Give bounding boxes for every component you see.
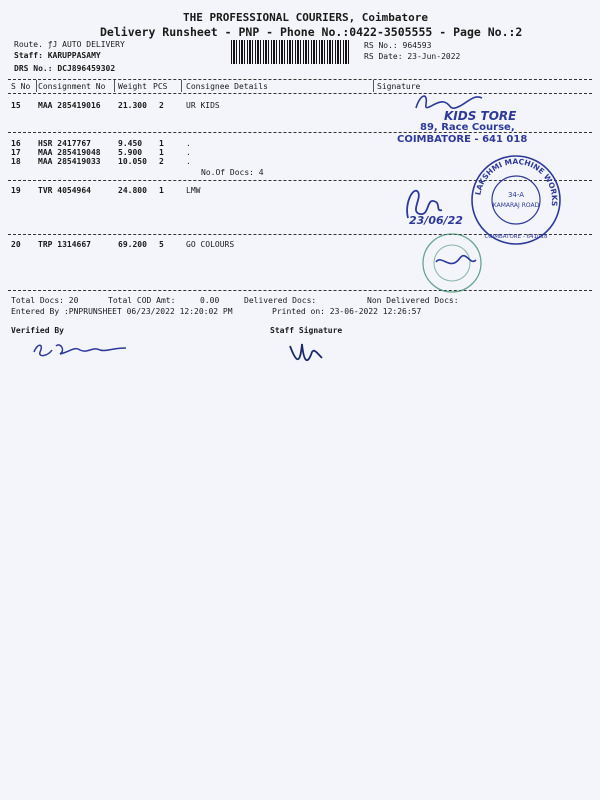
seal-inner-line2: KAMARAJ ROAD — [492, 202, 540, 209]
total-docs: Total Docs: 20 — [11, 296, 79, 305]
row-weight: 21.300 — [118, 101, 147, 110]
row-consignment: HSR 2417767 — [38, 139, 91, 148]
row-pcs: 1 — [159, 148, 164, 157]
non-delivered-docs: Non Delivered Docs: — [367, 296, 459, 305]
barcode — [231, 40, 351, 64]
divider — [8, 290, 592, 291]
row-sno: 19 — [11, 186, 21, 195]
total-cod-label: Total COD Amt: — [108, 296, 176, 305]
row-pcs: 2 — [159, 101, 164, 110]
seal-ring-text: LAKSHMI MACHINE WORKS — [473, 156, 560, 207]
row-pcs: 2 — [159, 157, 164, 166]
col-header-signature: Signature — [377, 82, 421, 91]
runsheet-subtitle: Delivery Runsheet - PNP - Phone No.:0422-3505555 - Page No.:2 — [100, 25, 523, 39]
col-sep — [36, 80, 37, 92]
row-sno: 16 — [11, 139, 21, 148]
col-sep — [181, 80, 182, 92]
row-weight: 5.900 — [118, 148, 143, 157]
row-consignee: GO COLOURS — [186, 240, 235, 249]
staff-signature-icon — [286, 338, 326, 368]
row-weight: 10.050 — [118, 157, 147, 166]
divider — [8, 79, 592, 80]
company-title: THE PROFESSIONAL COURIERS, Coimbatore — [183, 11, 429, 24]
row-sno: 20 — [11, 240, 21, 249]
rs-date: RS Date: 23-Jun-2022 — [364, 52, 461, 61]
total-cod-value: 0.00 — [200, 296, 220, 305]
row-consignment: MAA 285419016 — [38, 101, 101, 110]
svg-text:LAKSHMI MACHINE WORKS — [473, 157, 559, 207]
row-consignee: . — [186, 148, 191, 157]
row-sno: 17 — [11, 148, 21, 157]
row-pcs: 5 — [159, 240, 164, 249]
row-consignment: MAA 285419048 — [38, 148, 101, 157]
printed-on: Printed on: 23-06-2022 12:26:57 — [272, 307, 422, 316]
rs-number: RS No.: 964593 — [364, 41, 432, 50]
row-sno: 18 — [11, 157, 21, 166]
handwritten-date: 23/06/22 — [409, 214, 463, 227]
store-stamp-city: COIMBATORE - 641 018 — [397, 134, 528, 145]
store-stamp-address: 89, Race Course, — [420, 122, 515, 133]
col-sep — [114, 80, 115, 92]
staff-signature-label: Staff Signature — [270, 326, 343, 335]
verified-by-label: Verified By — [11, 326, 64, 335]
col-header-sno: S No — [11, 82, 31, 91]
row-sno: 15 — [11, 101, 21, 110]
row-consignee: LMW — [186, 186, 201, 195]
col-header-pcs: PCS — [153, 82, 168, 91]
verified-signature-icon — [30, 338, 130, 362]
row-pcs: 1 — [159, 139, 164, 148]
row-consignee: . — [186, 139, 191, 148]
green-seal-icon — [410, 232, 494, 294]
row-consignee: UR KIDS — [186, 101, 220, 110]
route-label: Route. ƒJ AUTO DELIVERY — [14, 40, 125, 49]
row-weight: 9.450 — [118, 139, 143, 148]
row-weight: 24.800 — [118, 186, 147, 195]
delivered-docs: Delivered Docs: — [244, 296, 317, 305]
col-header-consignee: Consignee Details — [186, 82, 268, 91]
row-consignment: MAA 285419033 — [38, 157, 101, 166]
row-weight: 69.200 — [118, 240, 147, 249]
row-consignee: . — [186, 157, 191, 166]
staff-label: Staff: KARUPPASAMY — [14, 51, 101, 60]
store-stamp-name: KIDS TORE — [444, 109, 517, 123]
row-pcs: 1 — [159, 186, 164, 195]
row-consignment: TVR 4054964 — [38, 186, 91, 195]
row-consignment: TRP 1314667 — [38, 240, 91, 249]
seal-bottom-text: COIMBATORE - 641018 — [484, 234, 548, 240]
drs-number: DRS No.: DCJ896459302 — [14, 64, 116, 73]
col-sep — [373, 80, 374, 92]
divider — [8, 93, 592, 94]
seal-inner-line1: 34-A — [507, 191, 525, 199]
col-header-weight: Weight — [118, 82, 147, 91]
docs-count-note: No.Of Docs: 4 — [201, 168, 264, 177]
col-header-consignment: Consignment No — [38, 82, 106, 91]
entered-by: Entered By :PNPRUNSHEET 06/23/2022 12:20:02 PM — [11, 307, 233, 316]
